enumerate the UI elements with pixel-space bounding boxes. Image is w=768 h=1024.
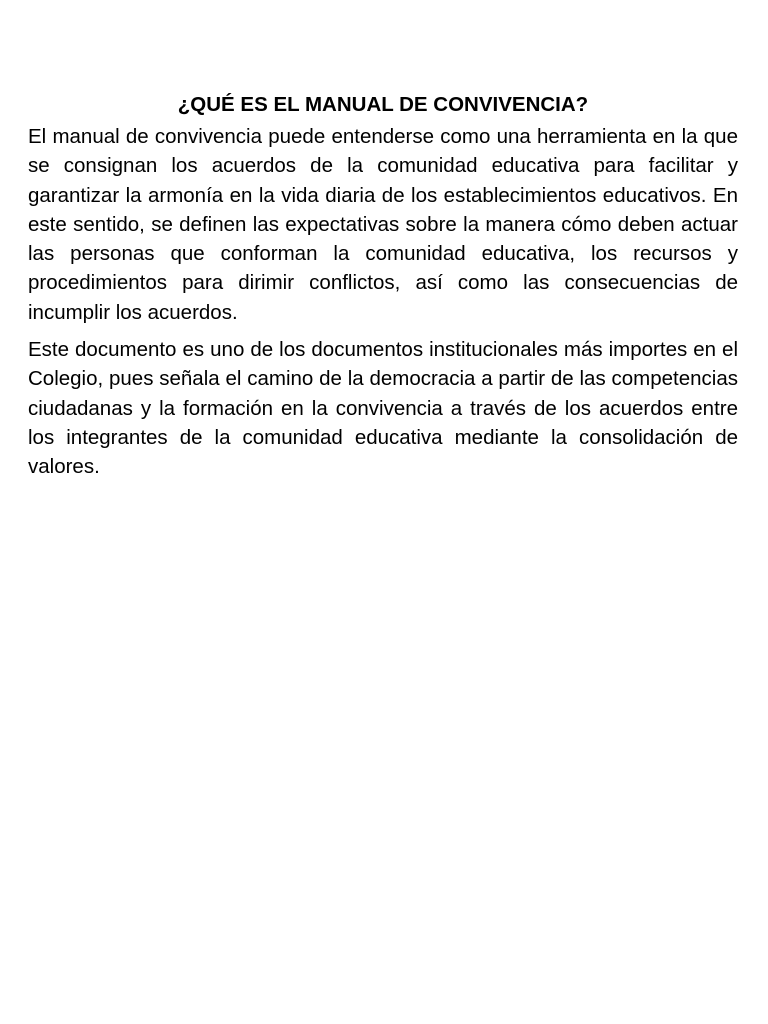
paragraph-definition: El manual de convivencia puede entenderse como una herramienta en la que se consignan los acuerdos de la comunidad educativa para facilitar y garantizar la armonía en la vida diaria de los establecimientos educativos. En este sentido, se definen las expectativas sobre la manera cómo deben actuar las personas que conforman la comunidad educativa, los recursos y procedimientos para dirimir conflictos, así como las consecuencias de incumplir los acuerdos. <box>28 125 738 324</box>
paragraph-importance: Este documento es uno de los documentos institucionales más importes en el Colegio, pues señala el camino de la democracia a partir de las competencias ciudadanas y la formación en la convivencia a través de los acuerdos entre los integrantes de la comunidad educativa mediante la consolidación de valores. <box>28 338 738 479</box>
document-page <box>28 90 738 490</box>
document-title: ¿QUÉ ES EL MANUAL DE CONVIVENCIA? <box>177 93 589 116</box>
